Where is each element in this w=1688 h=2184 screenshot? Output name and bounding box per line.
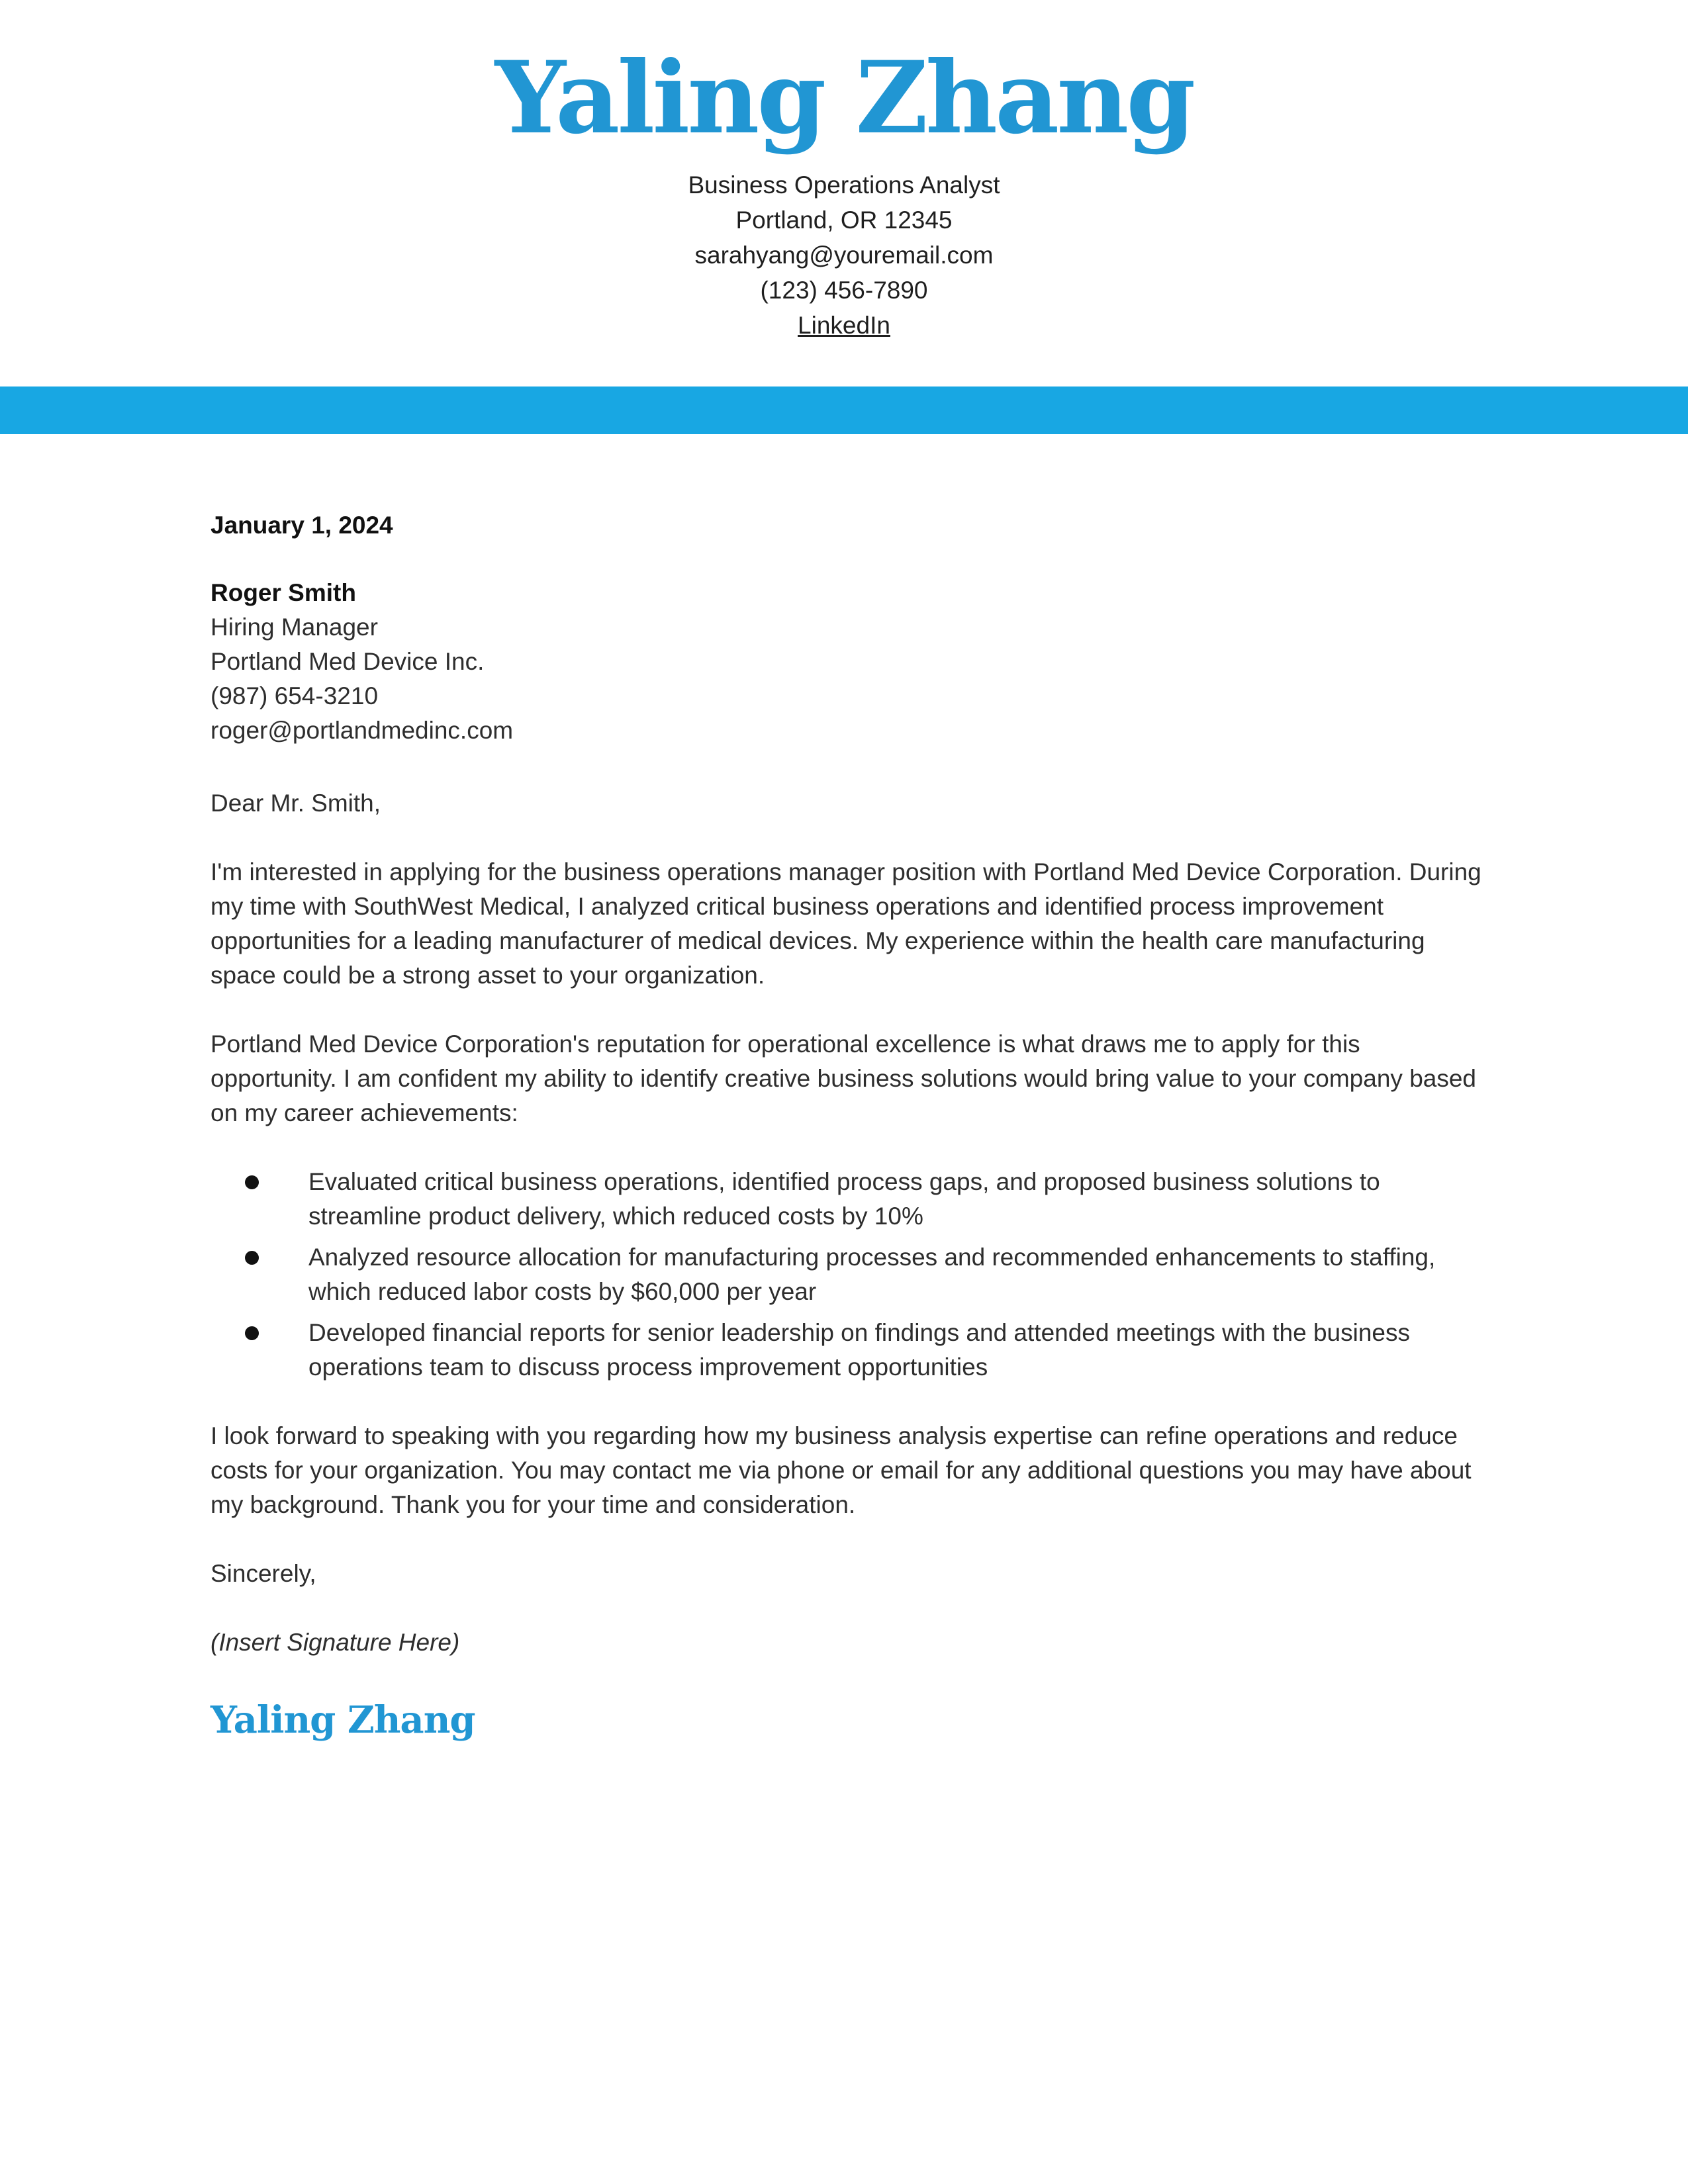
paragraph-intro: I'm interested in applying for the business operations manager position with Portland Med Device Corporation. During my time with SouthWest Medical, I analyzed critical business operations and identified process improvement opportunities for a leading manufacturer of medical devices. My experience within the health care manufacturing space could be a strong asset to your organization. [211,858,1481,989]
achievements-list [211,1165,1481,1385]
recipient-block [211,576,1481,748]
achievement-item: Developed financial reports for senior leadership on findings and attended meetings with the business operations team to discuss process improvement opportunities [211,1316,1481,1385]
linkedin-link[interactable]: LinkedIn [798,311,890,339]
paragraph-motivation: Portland Med Device Corporation's reputation for operational excellence is what draws me to apply for this opportunity. I am confident my ability to identify creative business solutions would bring value to your company based on my career achievements: [211,1030,1477,1126]
achievement-item: Evaluated critical business operations, identified process gaps, and proposed business solutions to streamline product delivery, which reduced costs by 10% [211,1165,1481,1234]
contact-job-title: Business Operations Analyst [688,171,1000,199]
achievement-item: Analyzed resource allocation for manufacturing processes and recommended enhancements to staffing, which reduced labor costs by $60,000 per year [211,1240,1481,1309]
accent-bar [0,387,1688,434]
contact-location: Portland, OR 12345 [735,206,953,234]
letter-header [0,0,1688,343]
signature-placeholder: (Insert Signature Here) [211,1628,460,1656]
salutation: Dear Mr. Smith, [211,789,381,817]
recipient-phone: (987) 654-3210 [211,682,379,709]
contact-phone: (123) 456-7890 [760,276,928,304]
contact-block [0,167,1688,343]
recipient-email: roger@portlandmedinc.com [211,716,514,744]
letter-body [0,508,1688,1743]
letter-date: January 1, 2024 [211,511,393,539]
signature-name: Yaling Zhang [211,1698,475,1742]
recipient-name: Roger Smith [211,578,356,606]
signoff: Sincerely, [211,1559,316,1587]
recipient-title: Hiring Manager [211,613,378,641]
contact-email: sarahyang@youremail.com [694,241,994,269]
recipient-company: Portland Med Device Inc. [211,647,485,675]
page-title: Yaling Zhang [494,40,1194,156]
paragraph-closing: I look forward to speaking with you regarding how my business analysis expertise can refine operations and reduce costs for your organization. You may contact me via phone or email for any additional questions you may have about my background. Thank you for your time and consideration. [211,1422,1472,1518]
